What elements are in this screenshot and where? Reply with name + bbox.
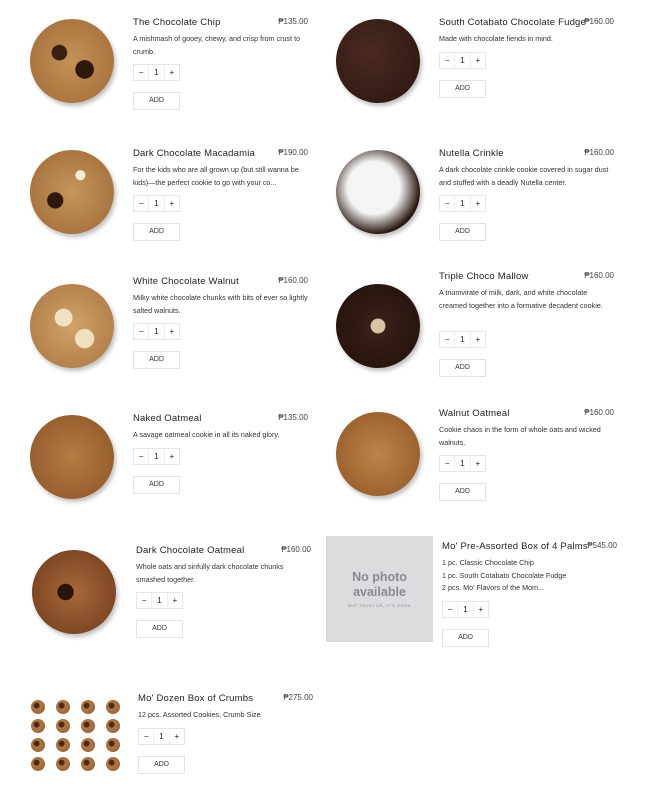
decrease-button[interactable]: − [143,731,149,741]
product-info [439,17,614,107]
product-image[interactable] [336,284,420,368]
mini-cookie-image [81,757,95,771]
product-price: ₱160.00 [584,271,614,280]
product-price: ₱160.00 [584,148,614,157]
quantity-value[interactable]: 1 [148,324,164,339]
quantity-value[interactable]: 1 [454,456,470,471]
add-to-cart-button[interactable]: ADD [133,476,180,494]
product-image[interactable] [30,284,114,368]
product-title[interactable]: Dark Chocolate Oatmeal [136,545,245,556]
decrease-button[interactable]: − [444,334,450,344]
mini-cookie-image [106,738,120,752]
quantity-stepper [439,52,486,69]
quantity-value[interactable]: 1 [148,65,164,80]
quantity-value[interactable]: 1 [153,729,169,744]
product-description: A mishmash of gooey, chewy, and crisp from crust to crumb. [133,34,301,56]
increase-button[interactable]: + [174,731,180,741]
decrease-button[interactable]: − [141,596,147,605]
increase-button[interactable]: + [172,596,178,605]
product-info [439,148,614,238]
mini-cookie-image [31,700,45,714]
no-photo-placeholder [326,536,433,642]
product-price: ₱275.00 [283,693,313,702]
decrease-button[interactable]: − [444,55,450,65]
product-info [138,693,313,783]
product-title[interactable]: Walnut Oatmeal [439,408,510,419]
product-title[interactable]: Nutella Crinkle [439,148,504,159]
product-price: ₱190.00 [278,148,308,157]
product-description: Whole oats and sinfully dark chocolate chunks smashed together. [136,562,284,584]
add-to-cart-button[interactable]: ADD [133,223,180,241]
mini-cookie-image [56,757,70,771]
product-title[interactable]: Mo' Pre-Assorted Box of 4 Palms [442,541,588,552]
mini-cookie-image [31,719,45,733]
product-image[interactable] [336,412,420,496]
product-info [133,276,308,366]
product-image[interactable] [30,150,114,234]
product-info [439,271,614,371]
no-photo-title: No photo available [352,570,407,599]
product-description: 1 pc. Classic Chocolate Chip 1 pc. South Cotabato Chocolate Fudge 2 pcs. Mo' Flavors of the Mom... [442,558,567,592]
quantity-value[interactable]: 1 [454,53,470,68]
quantity-value[interactable]: 1 [148,449,164,464]
product-title[interactable]: White Chocolate Walnut [133,276,239,287]
product-description: A triumvirate of milk, dark, and white chocolate creamed together into a formative decadent cookie. [439,288,603,310]
product-title[interactable]: Triple Choco Mallow [439,271,529,282]
quantity-value[interactable]: 1 [457,602,473,617]
quantity-stepper [439,455,486,472]
add-to-cart-button[interactable]: ADD [133,92,180,110]
increase-button[interactable]: + [169,451,175,461]
product-price: ₱135.00 [278,17,308,26]
product-price: ₱160.00 [281,545,311,554]
product-title[interactable]: South Cotabato Chocolate Fudge [439,17,587,28]
quantity-stepper [442,601,489,618]
increase-button[interactable]: + [475,199,481,208]
product-description: Milky white chocolate chunks with bits of ever so lightly salted walnuts. [133,293,308,315]
quantity-value[interactable]: 1 [454,332,470,347]
product-image[interactable] [336,19,420,103]
product-info [133,148,308,238]
add-to-cart-button[interactable]: ADD [439,359,486,377]
increase-button[interactable]: + [169,68,175,77]
quantity-value[interactable]: 1 [148,196,164,211]
mini-cookie-image [81,738,95,752]
increase-button[interactable]: + [478,604,484,614]
add-to-cart-button[interactable]: ADD [439,483,486,501]
product-info [439,408,614,498]
decrease-button[interactable]: − [138,451,144,461]
add-to-cart-button[interactable]: ADD [439,80,486,98]
add-to-cart-button[interactable]: ADD [138,756,185,774]
product-title[interactable]: The Chocolate Chip [133,17,221,28]
mini-cookie-image [106,757,120,771]
mini-cookie-image [81,700,95,714]
mini-cookie-image [31,757,45,771]
product-description: For the kids who are all grown up (but still wanna be kids)—the perfect cookie to go with your co... [133,165,299,187]
product-price: ₱545.00 [587,541,617,550]
increase-button[interactable]: + [475,459,481,468]
quantity-stepper [439,331,486,348]
product-price: ₱160.00 [584,17,614,26]
product-description: A savage oatmeal cookie in all its naked glory. [133,430,280,439]
quantity-stepper [133,195,180,212]
add-to-cart-button[interactable]: ADD [133,351,180,369]
product-price: ₱135.00 [278,413,308,422]
increase-button[interactable]: + [475,334,481,344]
product-info [442,541,617,641]
decrease-button[interactable]: − [138,327,144,336]
mini-cookie-image [31,738,45,752]
product-title[interactable]: Dark Chocolate Macadamia [133,148,256,159]
quantity-stepper [133,323,180,340]
decrease-button[interactable]: − [444,199,450,208]
quantity-stepper [439,195,486,212]
product-image[interactable] [336,150,420,234]
mini-cookie-image [56,738,70,752]
product-image[interactable] [30,19,114,103]
product-description: 12 pcs. Assorted Cookies, Crumb Size [138,710,261,719]
product-info [133,17,308,107]
quantity-stepper [133,448,180,465]
no-photo-subtitle: BUT TRUST US, IT'S GOOD [348,603,411,608]
decrease-button[interactable]: − [444,459,450,468]
add-to-cart-button[interactable]: ADD [136,620,183,638]
product-image[interactable] [32,550,116,634]
add-to-cart-button[interactable]: ADD [442,629,489,647]
increase-button[interactable]: + [169,199,175,208]
product-title[interactable]: Mo' Dozen Box of Crumbs [138,693,254,704]
mini-cookie-image [106,700,120,714]
product-title[interactable]: Naked Oatmeal [133,413,202,424]
quantity-value[interactable]: 1 [454,196,470,211]
product-description: Made with chocolate fiends in mind. [439,34,553,43]
quantity-value[interactable]: 1 [151,593,167,608]
increase-button[interactable]: + [169,327,175,336]
increase-button[interactable]: + [475,55,481,65]
mini-cookie-image [81,719,95,733]
mini-cookie-image [56,719,70,733]
mini-cookie-image [106,719,120,733]
add-to-cart-button[interactable]: ADD [439,223,486,241]
decrease-button[interactable]: − [447,604,453,614]
product-description: Cookie chaos in the form of whole oats and wicked walnuts. [439,425,601,447]
quantity-stepper [136,592,183,609]
product-image[interactable] [30,415,114,499]
quantity-stepper [133,64,180,81]
product-description: A dark chocolate crinkle cookie covered in sugar dust and stuffed with a deadly Nutella center. [439,165,609,187]
mini-cookie-image [56,700,70,714]
product-price: ₱160.00 [278,276,308,285]
decrease-button[interactable]: − [138,68,144,77]
product-info [136,545,311,635]
decrease-button[interactable]: − [138,199,144,208]
product-info [133,413,308,503]
quantity-stepper [138,728,185,745]
product-price: ₱160.00 [584,408,614,417]
